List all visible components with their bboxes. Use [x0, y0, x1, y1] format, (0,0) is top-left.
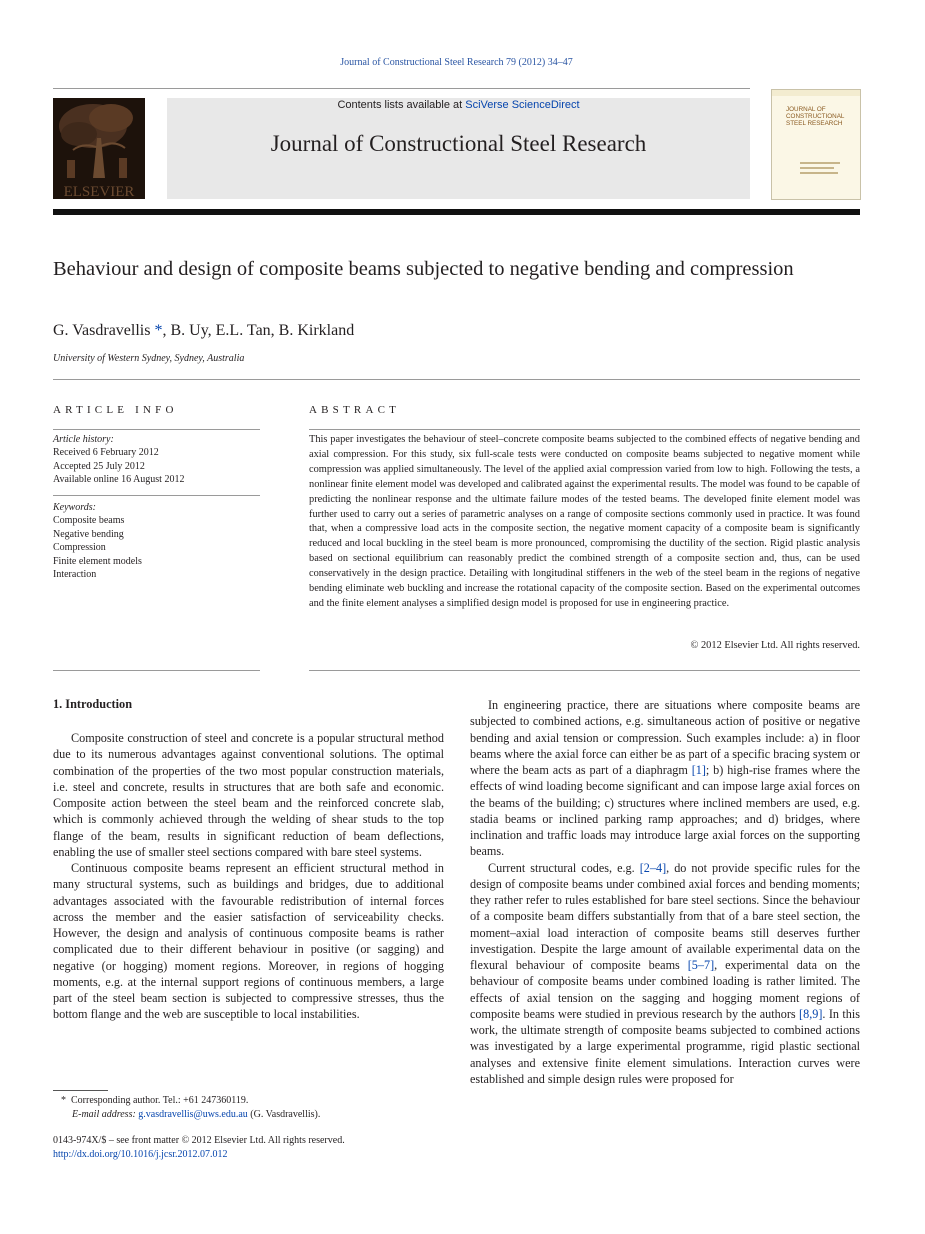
reference-link[interactable]: [8,9]: [799, 1006, 823, 1021]
journal-citation[interactable]: Journal of Constructional Steel Research 79 (2012) 34–47: [340, 57, 573, 68]
keywords: [53, 501, 260, 581]
text-run: , experimental data on the behaviour of composite beams under combined loading is rather limited. The effects of axial tension on the sagging and hogging moment regions of composite beams were studied in previous research by the authors: [470, 958, 860, 1021]
abstract-copyright: © 2012 Elsevier Ltd. All rights reserved.: [690, 640, 860, 651]
body-paragraph: [470, 860, 860, 1088]
contents-line: [167, 99, 750, 111]
divider: [53, 429, 260, 430]
author-list: [53, 322, 354, 340]
email-suffix: (G. Vasdravellis).: [247, 1108, 321, 1120]
text-run: . In this work, the ultimate strength of composite beams subjected to combined actions was investigated by a large experimental programme, rigid plastic sectional analyses and extensive finite element simulations. Interaction curves were established and simple design rules were proposed for: [470, 1006, 860, 1086]
article-info-heading: ARTICLE INFO: [53, 404, 178, 416]
keyword-item: Compression: [53, 542, 106, 554]
footnote-mark: *: [61, 1095, 66, 1106]
history-received: Received 6 February 2012: [53, 447, 159, 459]
contents-prefix: Contents lists available at: [337, 99, 466, 111]
journal-cover-thumbnail[interactable]: [771, 89, 861, 200]
divider: [309, 670, 860, 671]
footnote-email: [53, 1108, 453, 1122]
divider: [53, 495, 260, 496]
email-link[interactable]: g.vasdravellis@uws.edu.au: [138, 1108, 248, 1120]
text-run: ; b) high-rise frames where the effects of wind loading become significant and can impose large axial forces on the beams of the building; c) structures where inclined members are used, e.g. stadia beams or inclined parking ramp approaches; and d) bridges, where inclination and traffic loads may introduce large axial forces on the supporting beams.: [470, 763, 860, 859]
tree-logo-icon: [53, 98, 145, 199]
author-rest: , B. Uy, E.L. Tan, B. Kirkland: [162, 322, 355, 339]
history-label: Article history:: [53, 434, 114, 445]
divider: [53, 379, 860, 380]
footnote-corresponding: [53, 1094, 453, 1108]
author-first: G. Vasdravellis: [53, 322, 155, 339]
email-label: E-mail address:: [72, 1108, 139, 1120]
text-run: In engineering practice, there are situations where composite beams are subjected to combined actions, e.g. simultaneous action of positive or negative bending and axial tension or compression. Such examples include: a) in floor beams where the axial force can either be as part of a specific bracing system or where the beam acts as part of a diaphragm: [470, 698, 860, 777]
section-heading: 1. Introduction: [53, 697, 133, 711]
issn-line: 0143-974X/$ – see front matter © 2012 Elsevier Ltd. All rights reserved.: [53, 1135, 345, 1146]
affiliation: University of Western Sydney, Sydney, Australia: [53, 353, 245, 364]
keyword-item: Negative bending: [53, 528, 124, 540]
body-paragraph: Composite construction of steel and concrete is a popular structural method due to its numerous advantages against conventional solutions. The optimal combination of the properties of the two most popular construction materials, i.e. steel and concrete, results in structures that are both safe and economic. Composite action between the steel beam and the reinforced concrete slab, which is commonly achieved through the welding of shear studs to the top flange of the beam, results in significant reduction of beam deflections, enabling the use of smaller steel sections compared with bare steel systems.: [53, 731, 444, 859]
divider: [53, 670, 260, 671]
corresponding-author-mark[interactable]: *: [154, 322, 163, 339]
reference-link[interactable]: [2–4]: [639, 860, 667, 875]
corresponding-text: Corresponding author. Tel.: +61 247360119.: [71, 1095, 249, 1106]
article-title: Behaviour and design of composite beams subjected to negative bending and compression: [53, 258, 794, 280]
body-paragraph: Continuous composite beams represent an efficient structural method in many structural systems, such as buildings and bridges, due to additional advantages associated with the favourable redistribution of internal forces across the member and the easier satisfaction of serviceability checks. However, the design and analysis of continuous composite beams is rather complicated due to their different behaviour in positive (or sagging) and negative (or hogging) moment regions. Moreover, in regions of hogging moments, e.g. at the internal support regions of continuous members, a large part of the steel beam section is subjected to compressive stresses, thus the bottom flange and the web are susceptible to local instabilities.: [53, 861, 444, 1022]
elsevier-logo: [53, 98, 145, 199]
article-history: [53, 433, 260, 487]
keyword-item: Composite beams: [53, 515, 125, 527]
footnote: [53, 1094, 453, 1121]
body-paragraph: [470, 697, 860, 860]
keyword-item: Finite element models: [53, 555, 142, 567]
cover-title-line: CONSTRUCTIONAL: [786, 113, 845, 120]
header-thick-rule: [53, 209, 860, 215]
reference-link[interactable]: [1]: [691, 763, 706, 777]
body-column-right: [470, 697, 860, 1087]
abstract-heading: ABSTRACT: [309, 404, 401, 416]
keywords-label: Keywords:: [53, 502, 96, 513]
doi-link[interactable]: http://dx.doi.org/10.1016/j.jcsr.2012.07.012: [53, 1148, 228, 1160]
keyword-item: Interaction: [53, 569, 97, 581]
text-run: , do not provide specific rules for the design of composite beams under combined axial forces and bending moments; they rather refer to rules established for bare steel sections. Since the behaviour of a composite beam differs substantially from that of a bare steel section, the moment–axial load interaction of composite beams still deserves further investigation. Despite the large amount of available experimental data on the flexural behaviour of composite beams: [470, 860, 860, 972]
divider: [309, 429, 860, 430]
abstract-text: This paper investigates the behaviour of steel–concrete composite beams subjected to the combined effects of negative bending and axial compression. For this study, six full-scale tests were conducted on composite beams subjected to negative moment while compression was applied simultaneously. The level of the applied axial compression varied from low to high. Following the tests, a nonlinear finite element model was developed and calibrated against the experimental results. The model was found to be capable of predicting the nonlinear response and the ultimate failure modes of the tested beams. The developed finite element model was further used to carry out a series of parametric analyses on a range of composite sections commonly used in practice. It was found that, when a compressive load acts in the composite section, the negative moment capacity of a composite beam is significantly reduced and local buckling in the steel beam is more pronounced, compromising the ductility of the section. Rigid plastic analysis based on sectional equilibrium can reasonably predict the combined strength of a composite section and, thus, can be used conservatively in the design practice. Detailing with longitudinal stiffeners in the web of the steel beam in the regions of negative bending eliminate web buckling and increase the rotational capacity of the composite section. Based on the experimental outcomes and the finite element analyses a simplified design model is proposed for use in engineering practice.: [309, 434, 860, 609]
elsevier-wordmark: ELSEVIER: [63, 184, 135, 199]
footnote-rule: [53, 1090, 108, 1091]
reference-link[interactable]: [5–7]: [687, 958, 715, 972]
header-rule: [53, 88, 750, 89]
cover-title-line: STEEL RESEARCH: [786, 120, 843, 127]
front-matter: [53, 1134, 473, 1161]
text-run: Current structural codes, e.g.: [488, 860, 640, 875]
body-column-left: [53, 730, 444, 1023]
journal-title[interactable]: Journal of Constructional Steel Research: [270, 131, 647, 156]
history-accepted: Accepted 25 July 2012: [53, 460, 145, 472]
cover-title-line: JOURNAL OF: [786, 106, 826, 113]
history-online: Available online 16 August 2012: [53, 474, 185, 486]
sciencedirect-link[interactable]: SciVerse ScienceDirect: [465, 99, 580, 111]
